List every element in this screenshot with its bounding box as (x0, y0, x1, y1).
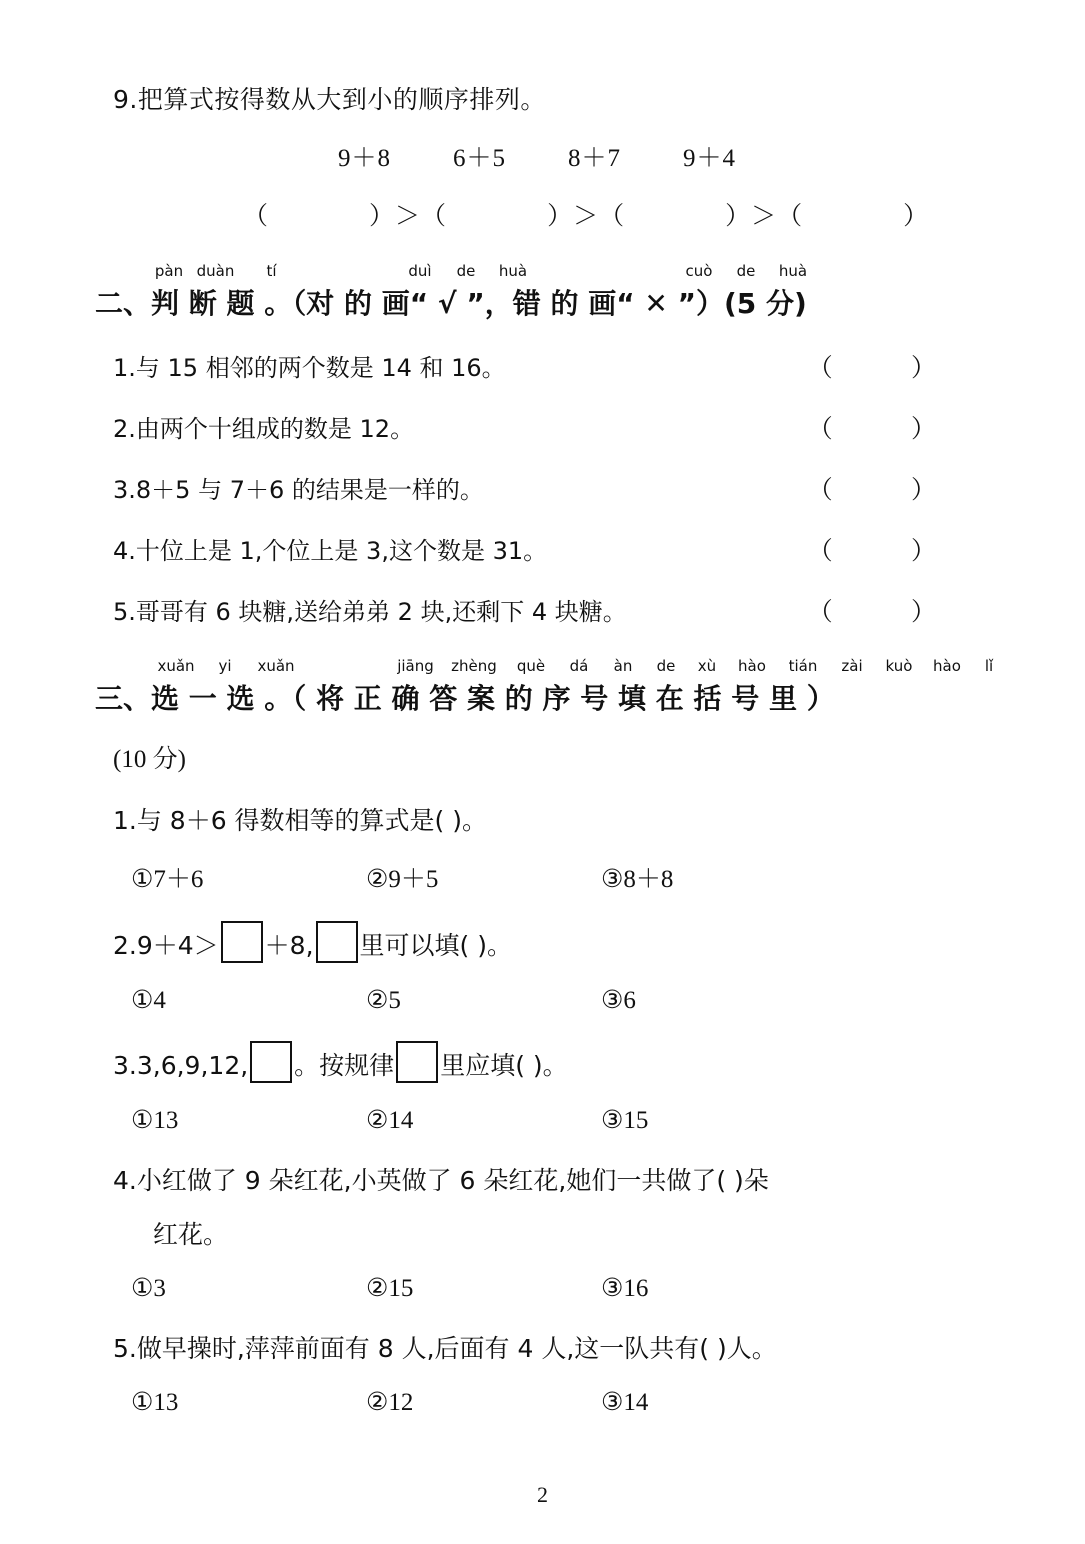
expression-3: 8＋7 (568, 145, 622, 172)
pinyin-8: de (736, 262, 756, 280)
pinyin-7: cuò (685, 262, 713, 280)
pinyin-9: huà (778, 262, 808, 280)
pinyin-9: de (656, 657, 676, 675)
pinyin-11: hào (738, 657, 766, 675)
pinyin-7: dá (569, 657, 589, 675)
choice-item-3-pre: 3.3,6,9,12, (113, 1051, 249, 1080)
pinyin-6: huà (498, 262, 528, 280)
greater-than-1: ＞ (395, 203, 422, 230)
question-9-expressions (338, 138, 990, 174)
pinyin-1: xuǎn (157, 657, 195, 675)
section-2-title: 二、判 断 题 。（对 的 画“ √ ”，错 的 画“ ✕ ”）(5 分) (95, 287, 807, 320)
tf-item-1-text: 1.与 15 相邻的两个数是 14 和 16。 (113, 354, 506, 382)
section-2-pinyin (150, 262, 990, 282)
section-3-title: 三、选 一 选 。（ 将 正 确 答 案 的 序 号 填 在 括 号 里 ） (95, 682, 835, 715)
tf-item-4 (113, 505, 990, 566)
option-3[interactable]: ③8＋8 (601, 866, 674, 893)
option-1[interactable]: ①13 (131, 1389, 179, 1416)
expression-2: 6＋5 (453, 145, 507, 172)
tf-item-4-text: 4.十位上是 1,个位上是 3,这个数是 31。 (113, 537, 548, 565)
tf-item-5-text: 5.哥哥有 6 块糖,送给弟弟 2 块,还剩下 4 块糖。 (113, 598, 627, 626)
choice-item-1-options (131, 837, 990, 895)
pinyin-3: tí (266, 262, 277, 280)
bracket-open-4: （ (777, 203, 804, 230)
pinyin-2: yi (218, 657, 232, 675)
pinyin-8: àn (613, 657, 633, 675)
bracket-open-1: （ (243, 203, 270, 230)
bracket-close-4: ） (903, 203, 930, 230)
option-3[interactable]: ③15 (601, 1107, 649, 1134)
choice-item-4-options (131, 1251, 990, 1303)
section-2-heading-block (95, 262, 990, 322)
expression-1: 9＋8 (338, 145, 392, 172)
option-2[interactable]: ②5 (366, 987, 401, 1014)
bracket-open-2: （ (421, 203, 448, 230)
option-3[interactable]: ③14 (601, 1389, 649, 1416)
section-3-heading-block (95, 657, 994, 775)
pinyin-5: zhèng (451, 657, 497, 675)
pinyin-16: lǐ (984, 657, 994, 675)
choice-item-1-stem[interactable]: 1.与 8＋6 得数相等的算式是( )。 (113, 806, 488, 835)
question-9-block (113, 80, 990, 232)
bracket-close-3: ） (725, 203, 752, 230)
bracket-close-2: ） (547, 203, 574, 230)
question-9-answer-line[interactable] (243, 196, 990, 232)
choice-item-2-stem[interactable] (113, 895, 990, 963)
pinyin-4: jiāng (397, 657, 434, 675)
option-2[interactable]: ②14 (366, 1107, 414, 1134)
option-1[interactable]: ①4 (131, 987, 166, 1014)
tf-item-1 (113, 322, 990, 383)
expression-4: 9＋4 (683, 145, 737, 172)
pinyin-1: pàn (154, 262, 184, 280)
choice-item-5-options (131, 1365, 990, 1417)
greater-than-3: ＞ (751, 203, 778, 230)
fill-box-1[interactable] (221, 921, 263, 963)
page-number: 2 (537, 1482, 548, 1507)
tf-item-4-answer[interactable]: （ ） (807, 538, 972, 565)
pinyin-14: kuò (885, 657, 913, 675)
choice-item-3-mid: 。按规律 (294, 1051, 395, 1080)
option-2[interactable]: ②15 (366, 1275, 414, 1302)
tf-item-3-answer[interactable]: （ ） (807, 477, 972, 504)
pinyin-12: tián (788, 657, 818, 675)
choice-item-3-stem[interactable] (113, 1015, 990, 1083)
option-3[interactable]: ③6 (601, 987, 636, 1014)
section-3-pinyin (150, 657, 994, 677)
choice-item-2-post: 里可以填( )。 (359, 931, 512, 960)
greater-than-2: ＞ (573, 203, 600, 230)
section-3-score: (10 分) (113, 746, 186, 773)
tf-item-2-answer[interactable]: （ ） (807, 416, 972, 443)
pinyin-6: què (516, 657, 546, 675)
option-1[interactable]: ①7＋6 (131, 866, 204, 893)
tf-item-1-answer[interactable]: （ ） (807, 355, 972, 382)
tf-item-5-answer[interactable]: （ ） (807, 599, 972, 626)
pinyin-5: de (456, 262, 476, 280)
section-2-items (95, 322, 990, 627)
pinyin-13: zài (841, 657, 863, 675)
option-1[interactable]: ①3 (131, 1275, 166, 1302)
fill-box-2[interactable] (316, 921, 358, 963)
tf-item-5 (113, 566, 990, 627)
section-3-items (95, 775, 990, 1417)
pinyin-2: duàn (196, 262, 235, 280)
choice-item-2-options (131, 963, 990, 1015)
option-2[interactable]: ②9＋5 (366, 866, 439, 893)
tf-item-2-text: 2.由两个十组成的数是 12。 (113, 415, 415, 443)
tf-item-2 (113, 383, 990, 444)
question-9-title: 9.把算式按得数从大到小的顺序排列。 (113, 85, 546, 114)
pinyin-3: xuǎn (257, 657, 295, 675)
choice-item-2-mid: ＋8, (264, 931, 314, 960)
option-2[interactable]: ②12 (366, 1389, 414, 1416)
pinyin-10: xù (697, 657, 717, 675)
fill-box-1[interactable] (250, 1041, 292, 1083)
choice-item-3-options (131, 1083, 990, 1135)
choice-item-5-stem[interactable]: 5.做早操时,萍萍前面有 8 人,后面有 4 人,这一队共有( )人。 (113, 1334, 777, 1363)
bracket-open-3: （ (599, 203, 626, 230)
tf-item-3-text: 3.8＋5 与 7＋6 的结果是一样的。 (113, 476, 484, 504)
option-1[interactable]: ①13 (131, 1107, 179, 1134)
bracket-close-1: ） (369, 203, 396, 230)
choice-item-4-stem-cont: 红花。 (153, 1220, 229, 1249)
tf-item-3 (113, 444, 990, 505)
choice-item-3-post: 里应填( )。 (440, 1051, 568, 1080)
pinyin-15: hào (933, 657, 961, 675)
fill-box-2[interactable] (396, 1041, 438, 1083)
choice-item-4-stem[interactable]: 4.小红做了 9 朵红花,小英做了 6 朵红花,她们一共做了( )朵 (113, 1166, 769, 1195)
pinyin-4: duì (408, 262, 432, 280)
choice-item-2-pre: 2.9＋4＞ (113, 931, 219, 960)
option-3[interactable]: ③16 (601, 1275, 649, 1302)
